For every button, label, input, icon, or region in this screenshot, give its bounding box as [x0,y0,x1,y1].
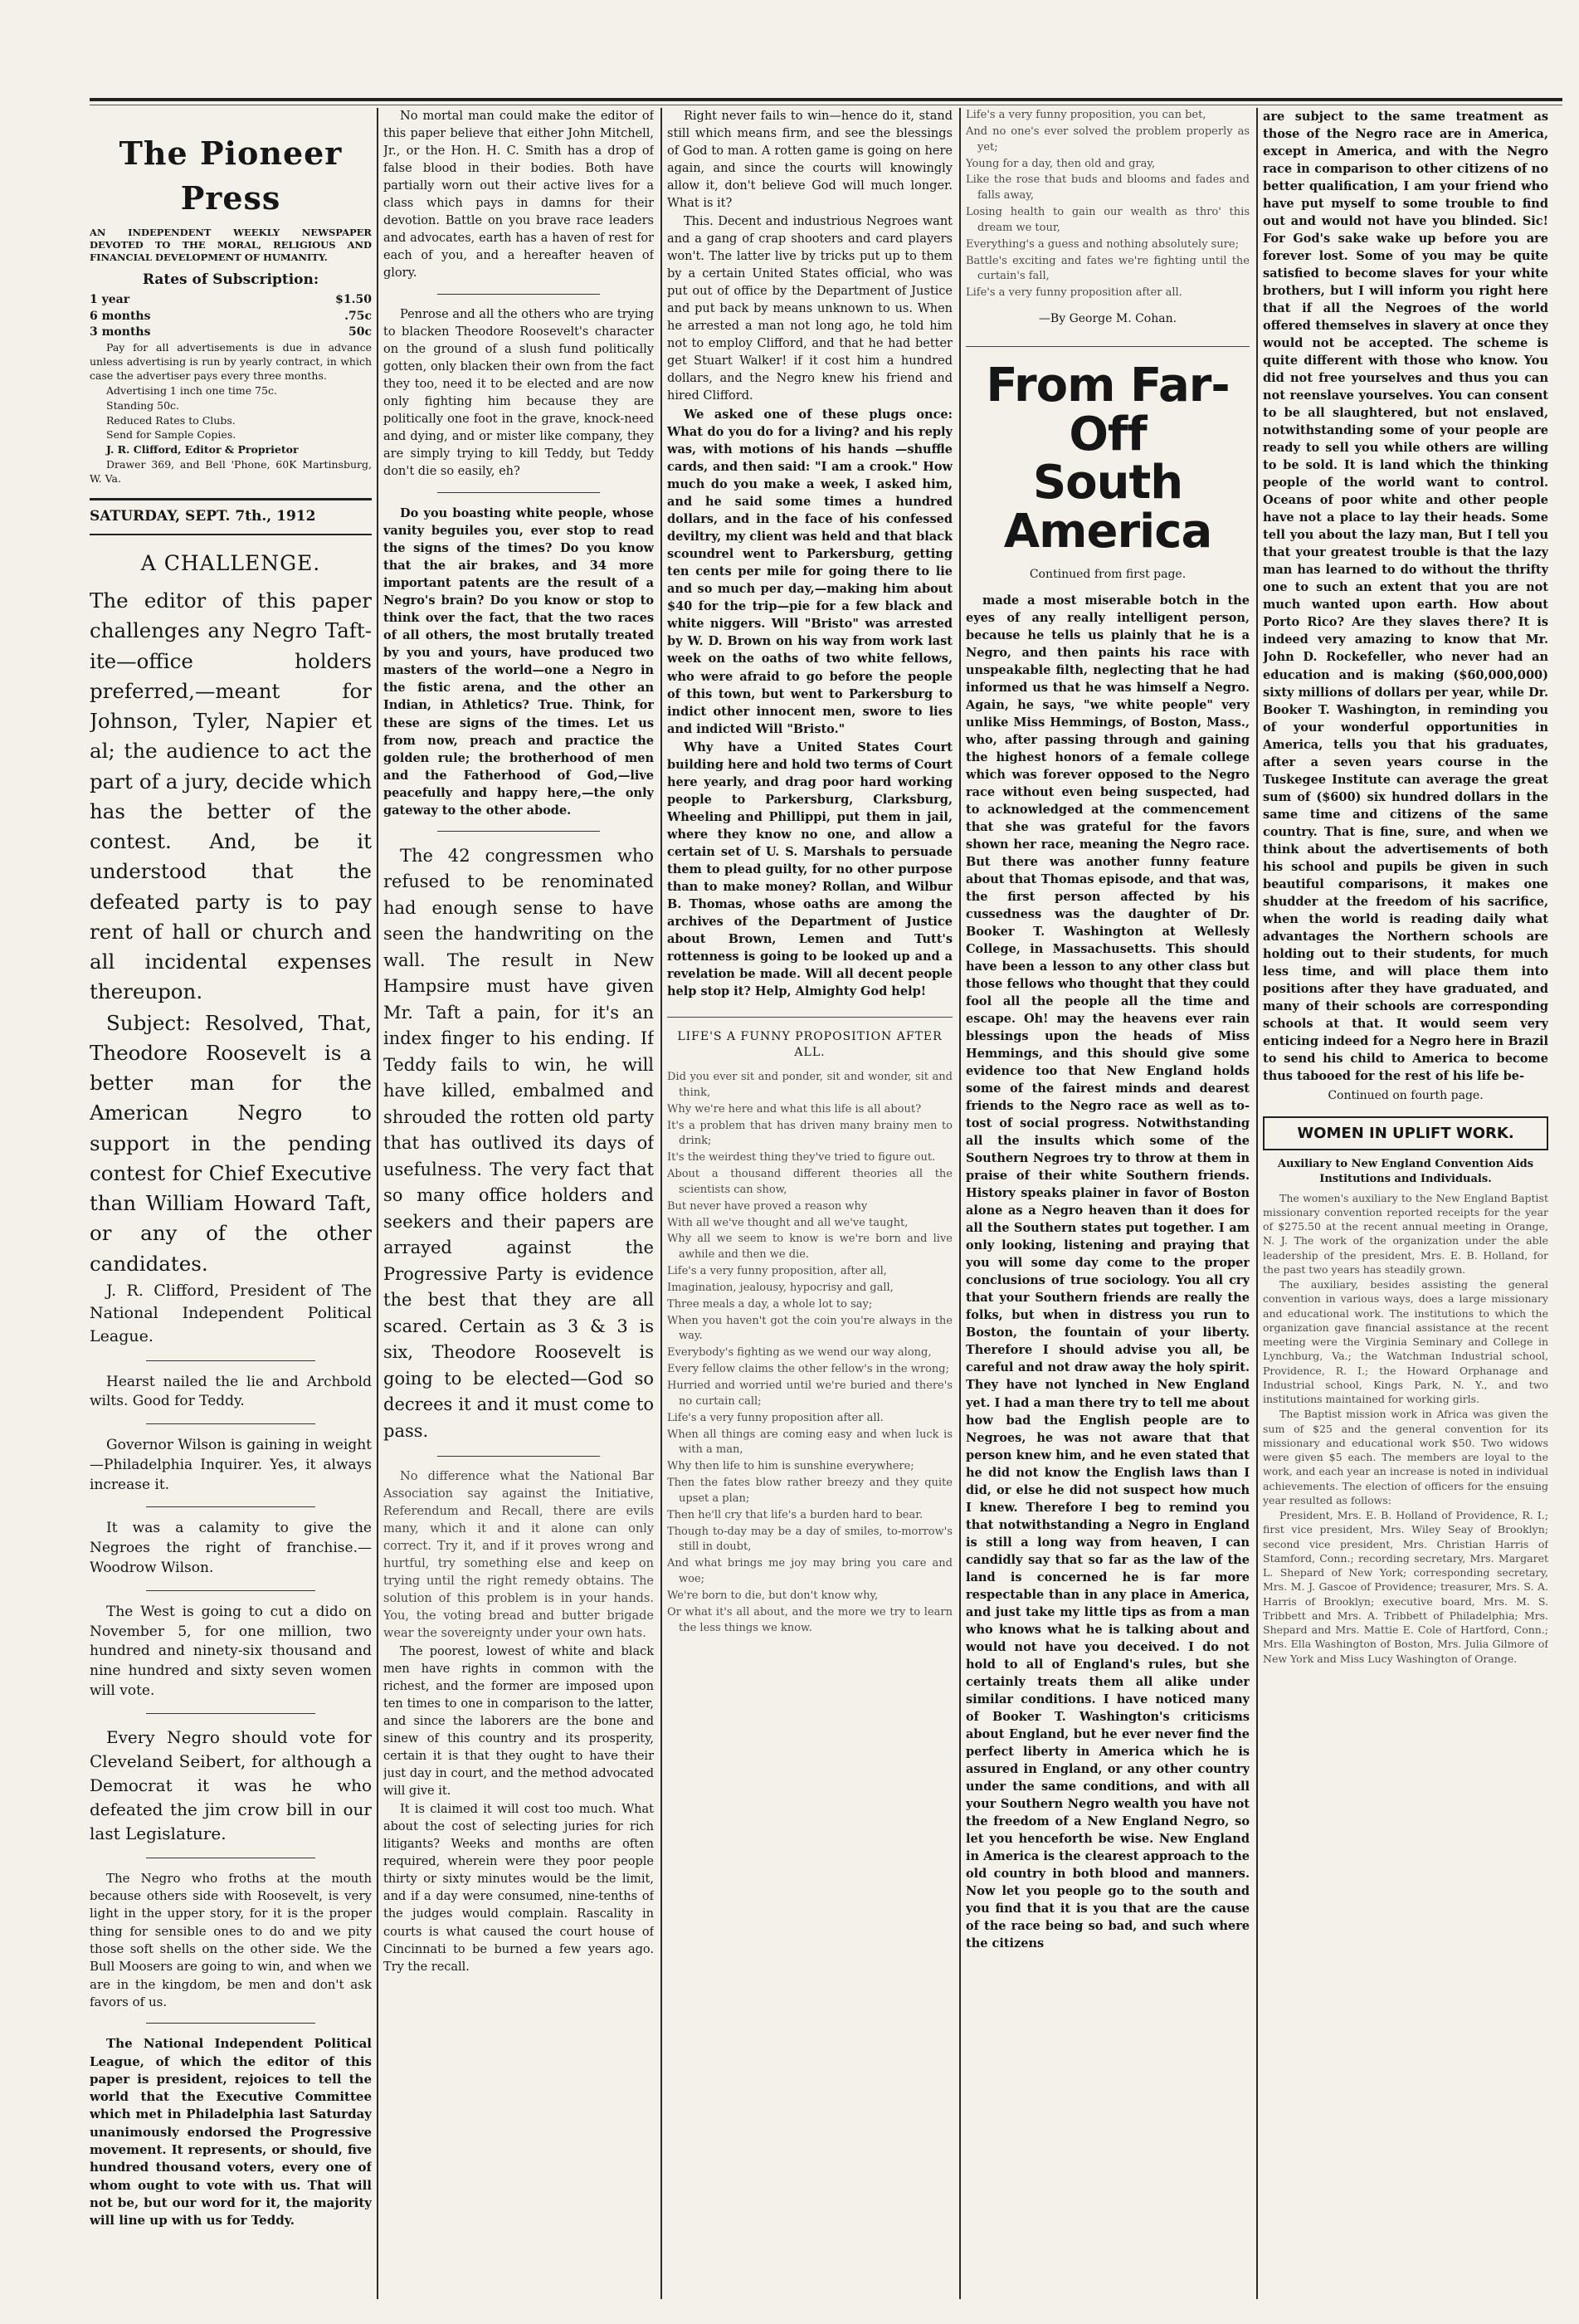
divider [437,1456,600,1457]
poem-line: And no one's ever solved the problem properly as yet; [966,124,1250,154]
seibert-item: Every Negro should vote for Cleveland Seibert, for although a Democrat it was he who defeated the jim crow bill in our last Legislature. [90,1726,372,1843]
women-uplift-subtitle: Auxiliary to New England Convention Aids Institutions and Individuals. [1277,1157,1534,1186]
poem-title: LIFE'S A FUNNY PROPOSITION AFTER ALL. [667,1017,953,1062]
poem-line: Like the rose that buds and blooms and fades and falls away, [966,173,1250,203]
poem-line: Imagination, jealousy, hypocrisy and gall, [667,1281,894,1294]
article-paragraph: Why have a United States Court building here and hold two terms of Court here yearly, and drag poor hard working people to Parkersburg, Clarksburg, Wheeling and Phillippi, put them in jail, where they know no one, and allow a certain set of U. S. Marshals to persuade them to plead guilty, for no other purpose than to make money? Rollan, and Wilbur B. Thomas, whose oaths are among the archives of the Department of Justice about Brown, Lemen and Tutt's rottenness is going to be looked up and a revelation be made. Will all decent people help stop it? Help, Almighty God help! [667,740,953,998]
poem-line: Why we're here and what this life is all about? [667,1102,922,1116]
poem-line: About a thousand different theories all the scientists can show, [667,1168,953,1196]
poem-byline: —By George M. Cohan. [1038,312,1177,326]
article-paragraph: Right never fails to win—hence do it, stand still which means firm, and see the blessings of God to man. A rotten game is going on here again, and since the courts will knowingly allow it, don't believe God will much longer. What is it? [667,110,953,211]
rates-note: Send for Sample Copies. [106,428,236,442]
rate-row: 3 months 50c [90,325,372,339]
poem-line: And what brings me joy may bring you care and woe; [667,1557,953,1586]
dateline: SATURDAY, SEPT. 7th., 1912 [90,498,372,535]
divider [146,1713,315,1714]
divider [437,831,600,832]
poem-line: Life's a very funny proposition, after all, [667,1265,887,1278]
article-paragraph: This. Decent and industrious Negroes want and a gang of crap shooters and card players won't. The latter live by tricks put up to them by a certain United States official, who was put out of office by the Department of Justice and put back by means unknown to us. When he arrested a man not long ago, he told him not to employ Clifford, and that he had better get Stuart Walker! if it cost him a hundred dollars, and the Negro knew his friend and hired Clifford. [667,215,953,403]
article-paragraph: President, Mrs. E. B. Holland of Providence, R. I.; first vice president, Mrs. Wiley Seay of Brooklyn; second vice president, Mrs. Christian Harris of Stamford, Conn.; recording secretary, Mrs. Margaret L. Shepard of New York; corresponding secretary, Mrs. M. J. Gascoe of Providence; treasurer, Mrs. S. A. Harris of Brooklyn; executive board, Mrs. M. S. Tribbett and Mrs. A. Tribbett of Philadelphia; Mrs. Shepard and Mrs. Mattie E. Cole of Hartford, Conn.; Mrs. Ella Washington of Boston, Mrs. Julia Gilmore of New York and Miss Lucy Washington of Orange. [1263,1509,1548,1665]
challenge-paragraph: The editor of this paper challenges any Negro Taft-ite—office holders preferred,—meant for Johnson, Tyler, Napier et al; the audience to act the part of a jury, decide which has the better of the contest. And, be it understood that the defeated party is to pay rent of hall or church and all incidental expenses thereupon. [90,588,372,1004]
poem-line: When all things are coming easy and when luck is with a man, [667,1428,953,1457]
rates-note: Pay for all advertisements is due in advance unless advertising is run by yearly contract, in which case the advertiser pays every three months. [90,341,372,382]
article-paragraph: made a most miserable botch in the eyes of any really intelligent person, because he tells us plainly that he is a Negro, and then paints his race with unspeakable filth, neglecting that he had informed us that he was himself a Negro. Again, he says, "we white people" very unlike Miss Hemmings, of Boston, Mass., who, after passing through and gaining the highest honors of a female college which was forever opposed to the Negro race without even being suspected, had to acknowledged at the commencement that she was grateful for the favors shown her race, meaning the Negro race. But there was another funny feature about that Thomas episode, and that was, the first person affected by his cussedness was the daughter of Dr. Booker T. Washington at Wellesly College, in Massachusetts. This should have been a lesson to any other class but those fellows who thought that they could fool all the people all the time and escape. Oh! may the heavens ever rain blessings upon the heads of Miss Hemmings, and this should give some evidence too that New England holds some of the fairest minds and dearest friends to the Negro race as well as to-tost of social progress. Notwithstanding all the insults which some of the Southern Negroes try to throw at them in praise of their white Southern friends. History speaks plainer in favor of Boston alone as a Negro heaven than it does for all the Southern states put together. I am only looking, listening and praying that you will some day come to the proper conclusions of true sociology. You all cry that your Southern friends are really the folks, but when in distress you run to Boston, the fountain of your liberty. Therefore I should advise you all, be careful and not draw away the holy spirit. They have not lynched in New England yet. I had a man there try to tell me about how bad the English people are to Negroes, he was not aware that that person knew him, and he even stated that he did not know the English laws than I did, or else he did not suspect how much I knew. Therefore I beg to remind you that notwithstanding a Negro in England is still a long way from heaven, I can candidly say that so far as the law of the land is concerned he is far more respectable than in any place in America, and just take my little tips as from a man who knows what he is talking about and would not have you deceived. I do not hold to all of England's rules, but she certainly treats them all alike under similar conditions. I have noticed many of Booker T. Washington's criticisms about England, but he ever never find the perfect liberty in America which he is assured in England, or any other country under the same conditions, and with all your Southern Negro wealth you have not the freedom of a New England Negro, so let you henceforth be wise. New England in America is the clearest approach to the old country in both blood and manners. Now let you people go to the south and you find that it is you that are the cause of the race being so bad, and such where the citizens [966,593,1250,1950]
article-paragraph: It is claimed it will cost too much. What about the cost of selecting juries for rich litigants? Weeks and months are often required, wherein were they poor people thirty or sixty minutes would be the limit, and if a day were consumed, nine-tenths of the judges would complain. Rascality in courts is what caused the court house of Cincinnati to be burned a few years ago. Try the recall. [383,1803,654,1974]
women-uplift-title: WOMEN IN UPLIFT WORK. [1263,1116,1548,1150]
divider [437,492,600,493]
divider [146,1423,315,1424]
poem-continued [966,108,1250,301]
froths-item: The Negro who froths at the mouth because others side with Roosevelt, is very light in the upper story, for it is the proper thing for sensible ones to do and we pity those soft shells on the other side. We the Bull Moosers are going to win, and when we are in the kingdom, be men and don't ask favors of us. [90,1870,372,2009]
poem-line: It's the weirdest thing they've tried to figure out. [667,1151,936,1164]
column-2 [383,108,654,2299]
masthead-title: The Pioneer Press [119,134,343,217]
column-rule [660,108,662,2299]
poem-line: Hurried and worried until we're buried and there's no curtain call; [667,1379,953,1408]
league-item: The National Independent Political League, of which the editor of this paper is president, rejoices to tell the world that the Executive Committee which met in Philadelphia last Saturday unanimously endorsed the Progressive movement. It represents, or should, five hundred thousand voters, every one of whom ought to vote with us. That will not be, but our word for it, the majority will line up with us for Teddy. [90,2036,372,2229]
rate-row: 6 months .75c [90,309,372,323]
column-rule [377,108,378,2299]
poem-line: Losing health to gain our wealth as thro' this dream we tour, [966,206,1250,234]
headline-line: South America [1003,456,1212,559]
challenge-signature: J. R. Clifford, President of The National Independent Political League. [90,1281,372,1345]
article-paragraph: The auxiliary, besides assisting the general convention in various ways, does a large missionary and educational work. The institutions to which the organization gave financial assistance at the recent meeting were the Virginia Seminary and College in Lynchburg, Va.; the Watchman Industrial school, Providence, R. I.; the Howard Orphanage and Industrial school, Kings Park, N. Y., and two institutions maintained for working girls. [1263,1278,1548,1406]
article-paragraph: No mortal man could make the editor of this paper believe that either John Mitchell, Jr., or the Hon. H. C. Smith has a drop of false blood in their bodies. Both have partially worn out their active lives for a class which pays in damns for their devotion. Battle on you brave race leaders and advocates, earth has a haven of rest for each of you, and a hereafter heaven of glory. [383,110,654,281]
poem-line: Life's a very funny proposition after all. [966,286,1182,300]
divider [146,2023,315,2024]
poem-line: But never have proved a reason why [667,1199,868,1213]
masthead-blurb: AN INDEPENDENT WEEKLY NEWSPAPER DEVOTED TO THE MORAL, RELIGIOUS AND FINANCIAL DEVELOPMENT OF HUMANITY. [90,227,372,264]
poem-line: Everybody's fighting as we wend our way along, [667,1346,932,1360]
poem-line: Every fellow claims the other fellow's in the wrong; [667,1363,949,1376]
rates-note: Advertising 1 inch one time 75c. [106,383,277,397]
poem-line: It's a problem that has driven many brainy men to drink; [667,1119,953,1148]
headline-line: From Far-Off [986,358,1230,461]
article-paragraph: Do you boasting white people, whose vanity beguiles you, ever stop to read the signs of the times? Do you know that the air brakes, and 34 more important patents are the result of a Negro's brain? Do you know or stop to think over the fact, that the two races of all others, the most brutally treated by you and yours, have produced two masters of the world—one a Negro in the fistic arena, and the other an Indian, in Athletics? True. Think, for these are signs of the times. Let us from now, preach and practice the golden rule; the brotherhood of men and the Fatherhood of God,—live peacefully and happy here,—the only gateway to the other abode. [383,506,654,818]
article-paragraph: The poorest, lowest of white and black men have rights in common with the richest, and the former are imposed upon ten times to one in comparison to the latter, and since the laborers are the bone and sinew of this country and its prosperity, certain it is that they ought to have their just day in court, and the method advocated will give it. [383,1645,654,1799]
poem-line: Then he'll cry that life's a burden hard to bear. [667,1508,924,1521]
poem-line: Did you ever sit and ponder, sit and wonder, sit and think, [667,1070,953,1099]
rates-note: Reduced Rates to Clubs. [106,413,236,427]
headline-far-off-south-america [966,346,1250,557]
rate-row: 1 year $1.50 [90,292,372,306]
poem-line: Life's a very funny proposition after all. [667,1411,884,1424]
divider [146,1506,315,1507]
poem-line: Then the fates blow rather breezy and they quite upset a plan; [667,1477,953,1505]
poem-line: Battle's exciting and fates we're fighting until the curtain's fall, [966,254,1250,283]
rates-note: Standing 50c. [106,398,179,412]
poem-line: Though to-day may be a day of smiles, to-morrow's still in doubt, [667,1525,953,1554]
top-rule [90,98,1562,101]
column-5 [1263,108,1548,2299]
poem-line: Everything's a guess and nothing absolutely sure; [966,237,1239,251]
article-paragraph: The 42 congressmen who refused to be renominated had enough sense to have seen the handwriting on the wall. The result in New Hampsire must have given Mr. Taft a pain, for it's an index finger to his ending. If Teddy fails to win, he will have killed, embalmed and shrouded the rotten old party that has outlived its days of usefulness. The very fact that so many office holders and seekers and their papers are arrayed against the Progressive Party is evidence the best that they are all scared. Certain as 3 & 3 is six, Theodore Roosevelt is going to be elected—God so decrees it and it must come to pass. [383,845,654,1441]
challenge-paragraph: Subject: Resolved, That, Theodore Roosevelt is a better man for the American Negro to support in the pending contest for Chief Executive than William Howard Taft, or any of the other candidates. [90,1010,372,1276]
poem-line: Why all we seem to know is we're born and live awhile and then we die. [667,1233,953,1262]
article-paragraph: The women's auxiliary to the New England Baptist missionary convention reported receipts for the year of $275.50 at the recent annual meeting in Orange, N. J. The work of the organization under the able leadership of the president, Mrs. E. B. Holland, for the past two years has steadily grown. [1263,1191,1548,1276]
continued-note: Continued on fourth page. [1328,1088,1484,1102]
poem-line: We're born to die, but don't know why, [667,1589,879,1602]
rates-heading: Rates of Subscription: [142,271,319,288]
article-paragraph: No difference what the National Bar Association say against the Initiative, Referendum and Recall, there are evils many, which it and it alone can only correct. Try it, and if it proves wrong and hurtful, try something else and keep on trying until the right remedy obtains. The solution of this problem is in your hands. You, the voting bread and butter brigade wear the sovereignty under your own hats. [383,1470,654,1641]
news-item: The West is going to cut a dido on November 5, for one million, two hundred and ninety-six thousand and nine hundred and sixty seven women will vote. [90,1603,372,1700]
article-paragraph: are subject to the same treatment as those of the Negro race are in America, except in America, and with the Negro race in comparison to other citizens of no better qualification, I am your friend who have put myself to some trouble to find out and would not have you blinded. Sic! For God's sake wake up before you are forever lost. Some of you may be quite satisfied to become slaves for your white brothers, but I will inform you right here that if all the Negroes of the world offered themselves in slavery at once they would not be accepted. The scheme is quite different with those who know. You did not free yourselves and thus you can not reenslave yourselves. You can consent to be all slaughtered, but not enslaved, notwithstanding some of your people are ready to sell you while others are willing to be sold. It is land which the thinking people of the world want to control. Oceans of poor white and other people have not a place to lay their heads. Some tell you about the lazy man, But I tell you that your greatest trouble is that the lazy man has learned to do without the thrifty one to such an extent that you are not much wanted upon earth. How about Porto Rico? Are they slaves there? It is indeed very amazing to know that Mr. John D. Rockefeller, who never had an education and is making ($60,000,000) sixty millions of dollars per year, while Dr. Booker T. Washington, in reminding you of your wonderful opportunities in America, tells you that his graduates, after a seven years course in the Tuskegee Institute can average the great sum of ($600) six hundred dollars in the same time and citizens of the same country. That is fine, sure, and when we think about the advertisements of both his school and pupils be given in such beautiful comparisons, it makes one shudder at the freedom of his sacrifice, when the world is reading daily what advantages the Northern schools are holding out to their students, for much less time, and will place them into positions after they have graduated, and many of their schools are corresponding schools at that. It would seem very enticing indeed for a Negro here in Brazil to send his child to America to become thus tabooed for the rest of his life be- [1263,110,1548,1083]
poem-line: Why then life to him is sunshine everywhere; [667,1460,914,1473]
poem-line: With all we've thought and all we've taught, [667,1216,909,1229]
divider [437,294,600,295]
column-rule [1256,108,1258,2299]
challenge-title: A CHALLENGE. [140,550,321,575]
poem-line: Life's a very funny proposition, you can bet, [966,109,1206,121]
address-line: Drawer 369, and Bell 'Phone, 60K Martinsburg, W. Va. [90,458,372,486]
editor-line: J. R. Clifford, Editor & Proprietor [106,443,299,456]
column-3 [667,108,953,2299]
poem-line: Or what it's all about, and the more we try to learn the less things we know. [667,1605,953,1634]
poem-line: When you haven't got the coin you're always in the way. [667,1314,953,1343]
article-paragraph: The Baptist mission work in Africa was given the sum of $25 and the general convention for its missionary and educational work $50. Two widows were given $5 each. The members are loyal to the work, and each year an increase is noted in individual achievements. The election of officers for the ensuing year resulted as follows: [1263,1408,1548,1506]
column-4 [966,108,1250,2299]
poem-line: Young for a day, then old and gray, [966,157,1156,170]
column-1 [90,108,372,2299]
divider [146,1590,315,1591]
news-item: Hearst nailed the lie and Archbold wilts. Good for Teddy. [90,1373,372,1410]
poem-line: Three meals a day, a whole lot to say; [667,1297,873,1311]
news-item: Governor Wilson is gaining in weight—Philadelphia Inquirer. Yes, it always increase it. [90,1437,372,1493]
poem [667,1070,953,1637]
column-rule [959,108,961,2299]
article-paragraph: We asked one of these plugs once: What do you do for a living? and his reply was, with motions of his hands —shuffle cards, and then said: "I am a crook." How much do you make a week, I asked him, and he said some times a hundred dollars, and in the face of his confessed deviltry, my client was held and that black scoundrel went to Parkersburg, getting ten cents per mile for going there to lie and so much per day,—making him about $40 for the trip—pie for a few black and white niggers. Will "Bristo" was arrested by W. D. Brown on his way from work last week on the oaths of two white fellows, who were afraid to go before the people of this town, but went to Parkersburg to indict other innocent men, swore to lies and indicted Will "Bristo." [667,408,953,736]
continued-note: Continued from first page. [1029,568,1187,582]
divider [146,1360,315,1361]
news-item: It was a calamity to give the Negroes the right of franchise.—Woodrow Wilson. [90,1520,372,1577]
article-paragraph: Penrose and all the others who are trying to blacken Theodore Roosevelt's character on the ground of a slush fund politically gotten, only blacken their own from the fact they too, need it to be elected and are now only fighting him because they are politically one foot in the grave, knock-need and dying, and or mister like company, they are simply trying to kill Teddy, but Teddy don't die so easily, eh? [383,308,654,479]
